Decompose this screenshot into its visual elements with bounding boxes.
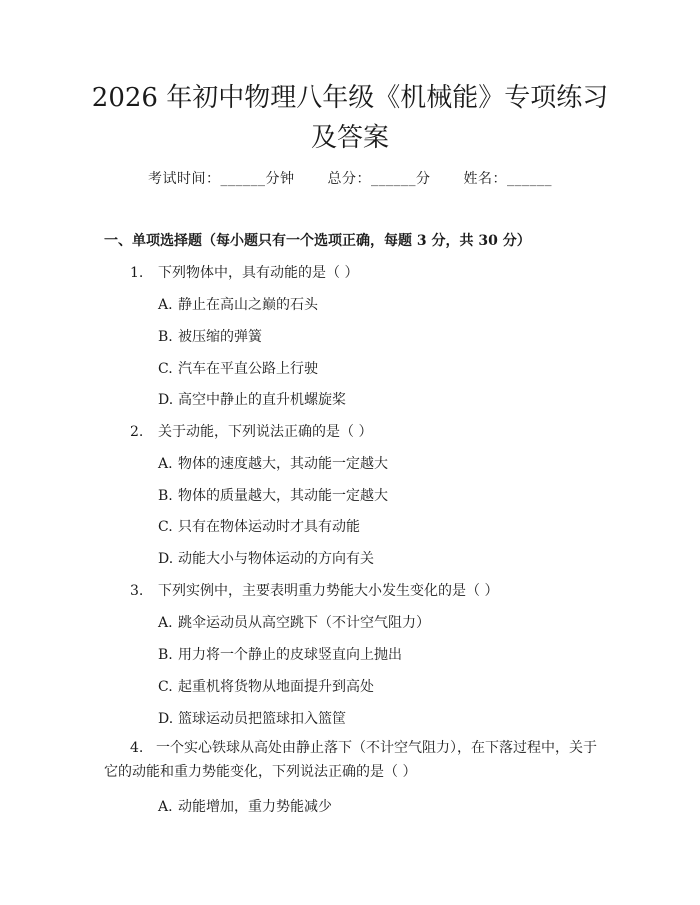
question-number: 4. [130,740,144,756]
q3-option-a [158,612,430,632]
option-text: 高空中静止的直升机螺旋桨 [178,392,346,408]
total-score: 总分：______分 [327,171,431,187]
option-letter: A. [158,456,173,472]
question-text: 下列物体中，具有动能的是（ ） [158,265,359,281]
option-text: 篮球运动员把篮球扣入篮筐 [178,711,346,727]
option-letter: B. [158,647,173,663]
option-text: 物体的质量越大，其动能一定越大 [178,488,388,504]
q1-option-a [158,294,318,314]
option-letter: D. [158,392,174,408]
question-2 [130,421,372,441]
exam-meta [0,168,700,188]
question-number: 1. [130,265,144,281]
option-text: 物体的速度越大，其动能一定越大 [178,456,388,472]
q4-option-a [158,796,332,816]
q3-option-c [158,676,374,696]
question-4 [104,736,604,784]
option-letter: D. [158,711,174,727]
question-number: 2. [130,424,144,440]
question-3 [130,580,498,600]
q1-option-d [158,389,346,409]
option-letter: D. [158,551,174,567]
option-letter: B. [158,488,173,504]
option-letter: B. [158,329,173,345]
title-line-1: 2026 年初中物理八年级《机械能》专项练习 [91,83,609,113]
option-letter: A. [158,799,173,815]
option-text: 起重机将货物从地面提升到高处 [178,679,374,695]
option-letter: A. [158,615,173,631]
title-line-2: 及答案 [310,123,389,153]
question-text: 关于动能，下列说法正确的是（ ） [158,424,373,440]
q2-option-b [158,485,388,505]
question-1 [130,262,358,282]
page-title [70,78,630,158]
option-text: 跳伞运动员从高空跳下（不计空气阻力） [178,615,430,631]
option-letter: C. [158,361,173,377]
q2-option-a [158,453,388,473]
section-heading: 一、单项选择题（每小题只有一个选项正确，每题 3 分，共 30 分） [104,233,531,249]
question-number: 3. [130,583,144,599]
student-name: 姓名：______ [463,171,552,187]
q3-option-b [158,644,402,664]
option-text: 动能增加，重力势能减少 [178,799,332,815]
option-text: 静止在高山之巅的石头 [178,297,318,313]
q2-option-d [158,548,374,568]
q1-option-b [158,326,262,346]
option-text: 被压缩的弹簧 [178,329,262,345]
q2-option-c [158,516,360,536]
q3-option-d [158,708,346,728]
option-letter: C. [158,519,173,535]
question-text: 一个实心铁球从高处由静止落下（不计空气阻力），在下落过程中，关于它的动能和重力势能变化，下列说法正确的是（ ） [104,740,597,780]
option-text: 汽车在平直公路上行驶 [178,361,318,377]
option-text: 动能大小与物体运动的方向有关 [178,551,374,567]
exam-time: 考试时间：______分钟 [148,171,295,187]
option-letter: A. [158,297,173,313]
option-text: 用力将一个静止的皮球竖直向上抛出 [178,647,402,663]
option-text: 只有在物体运动时才具有动能 [178,519,360,535]
option-letter: C. [158,679,173,695]
question-text: 下列实例中，主要表明重力势能大小发生变化的是（ ） [158,583,499,599]
q1-option-c [158,358,318,378]
